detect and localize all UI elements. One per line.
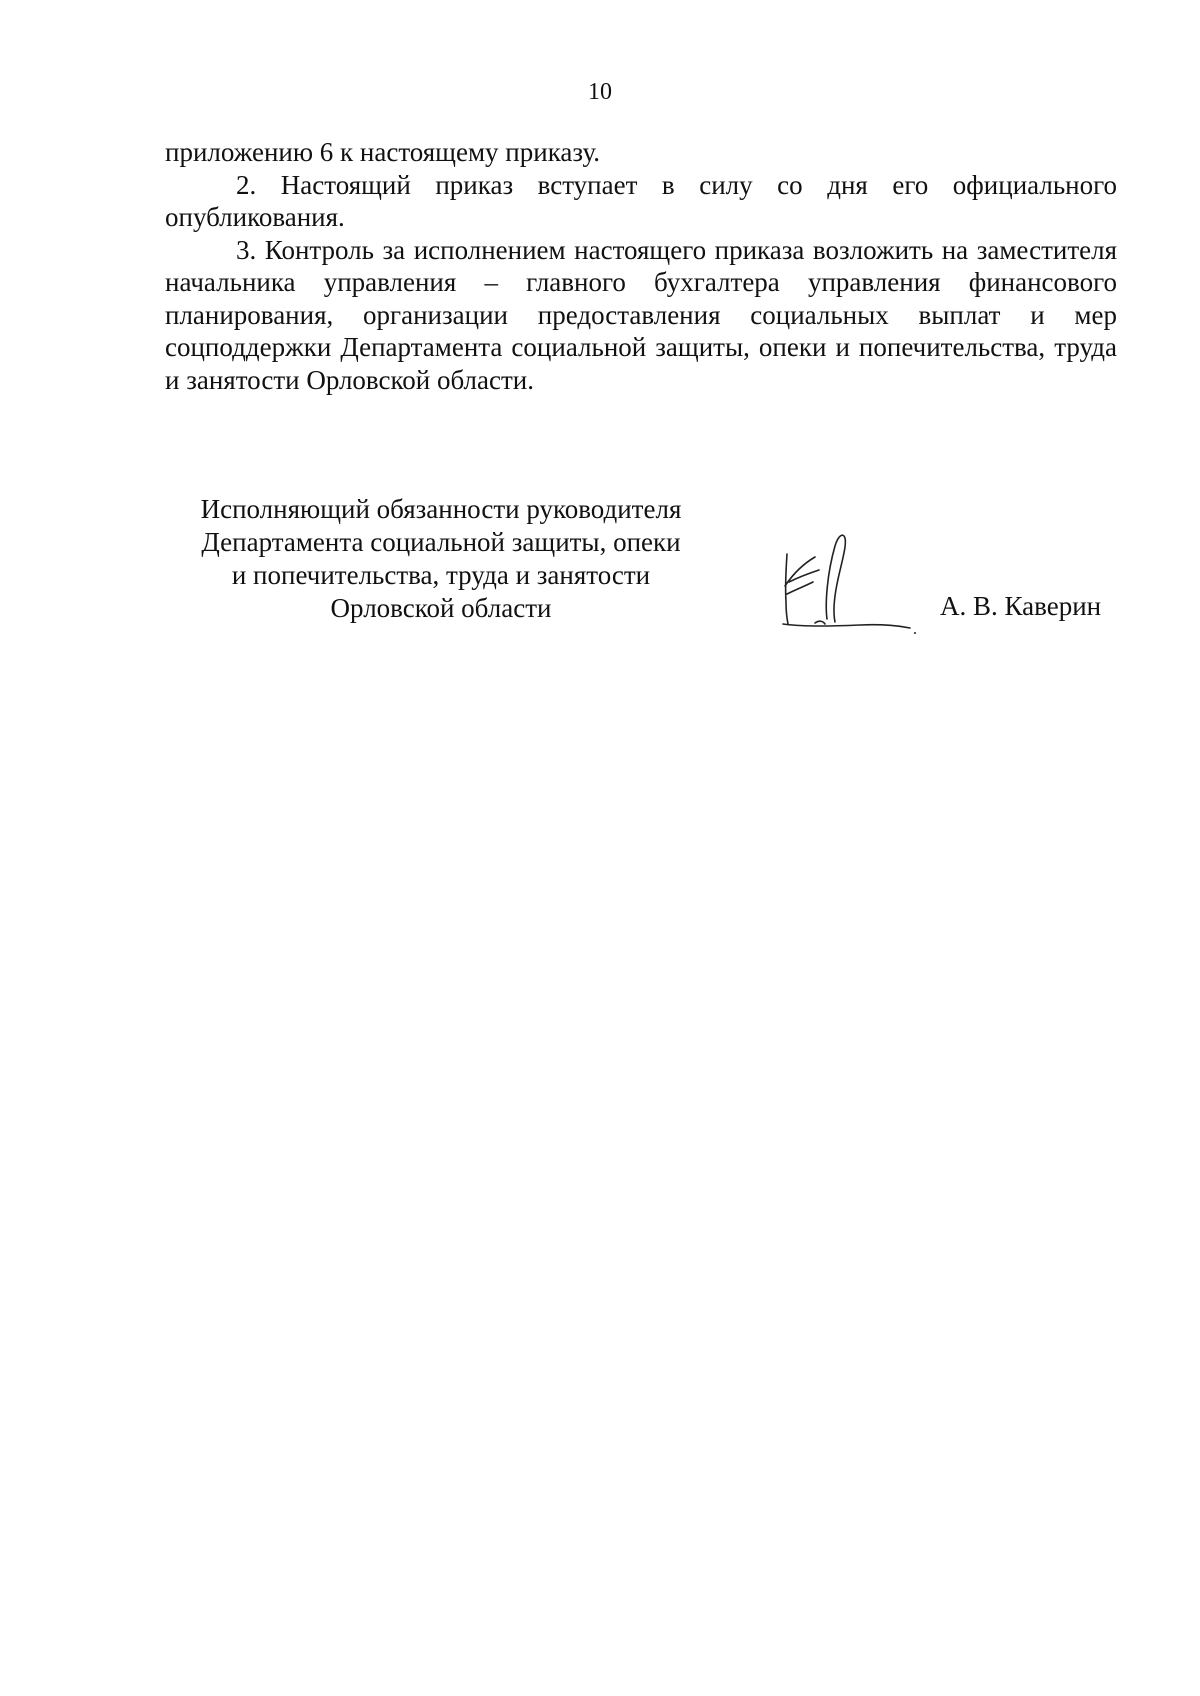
page-number: 10: [588, 79, 612, 105]
paragraph-continuation: приложению 6 к настоящему приказу.: [165, 137, 601, 167]
paragraph-item-2: 2. Настоящий приказ вступает в силу со дня его официального опубликования.: [165, 169, 1117, 232]
signatory-position: [165, 493, 717, 625]
paragraph-item-3: 3. Контроль за исполнением настоящего приказа возложить на заместителя начальника управления – главного бухгалтера управления финансового планирования, организации предоставления социальных выплат и мер соцподдержки Департамента социальной защиты, опеки и попечительства, труда и занятости Орловской области.: [165, 234, 1117, 395]
signatory-position-line: Орловской области: [330, 593, 552, 623]
signatory-name: А. В. Каверин: [940, 591, 1102, 621]
document-body: [165, 136, 1117, 396]
signatory-position-line: Исполняющий обязанности руководителя: [200, 494, 682, 524]
handwritten-signature: [775, 524, 935, 639]
signatory-position-line: Департамента социальной защиты, опеки: [201, 527, 681, 557]
signatory-position-line: и попечительства, труда и занятости: [231, 560, 651, 590]
